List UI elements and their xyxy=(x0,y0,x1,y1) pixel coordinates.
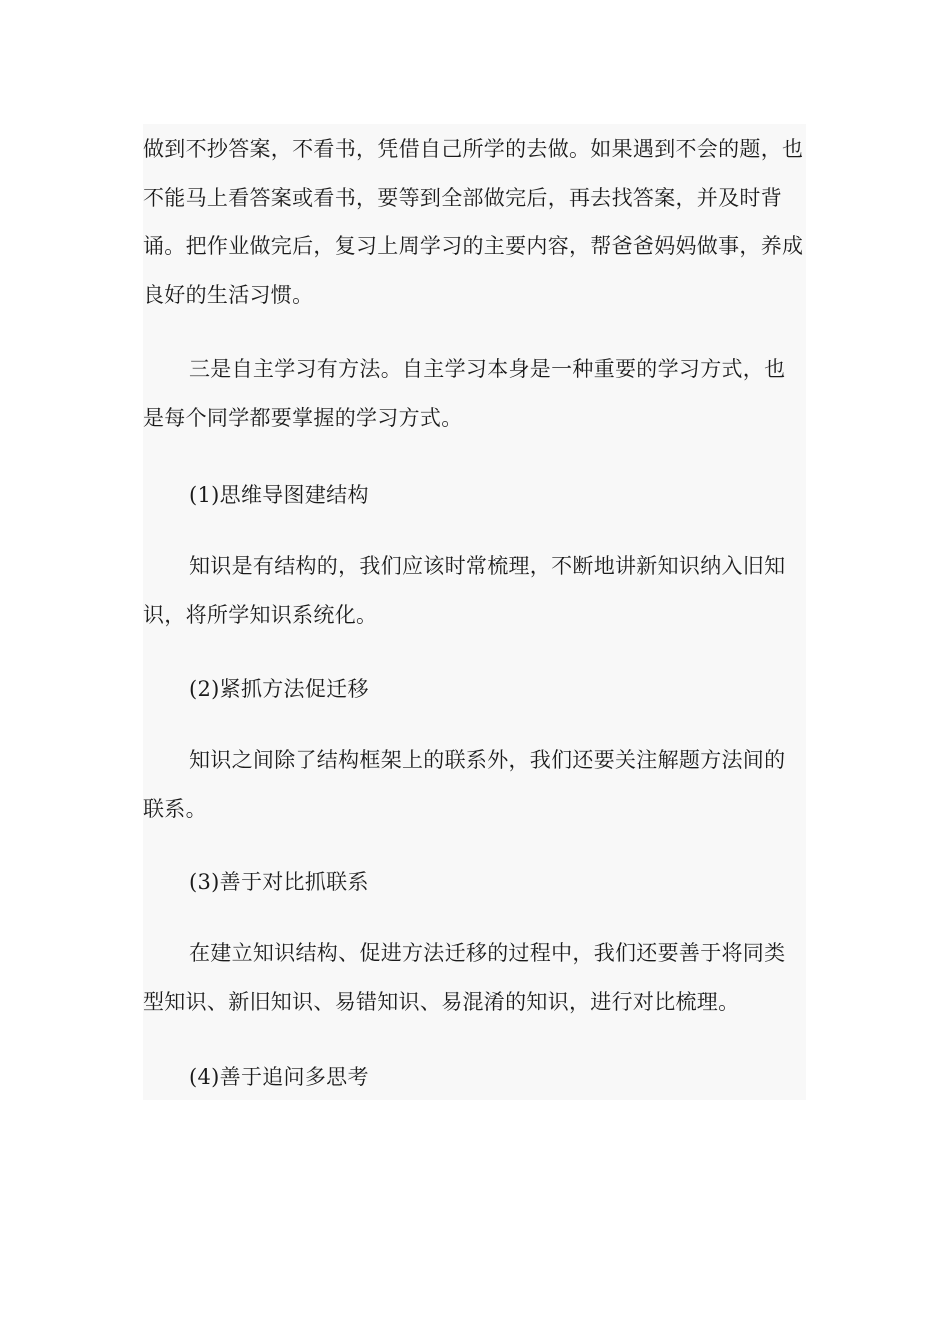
paragraph-homework-habits: 做到不抄答案，不看书，凭借自己所学的去做。如果遇到不会的题，也不能马上看答案或看书，要等到全部做完后，再去找答案，并及时背诵。把作业做完后，复习上周学习的主要内容，帮爸爸妈妈做事，养成良好的生活习惯。 xyxy=(143,137,804,307)
paragraph-knowledge-structure: 知识是有结构的，我们应该时常梳理，不断地讲新知识纳入旧知识，将所学知识系统化。 xyxy=(143,554,786,627)
section-heading-mind-map: (1)思维导图建结构 xyxy=(189,483,369,507)
section-heading-comparison: (3)善于对比抓联系 xyxy=(189,870,369,894)
section-heading-method-transfer: (2)紧抓方法促迁移 xyxy=(189,677,369,701)
section-heading-questioning: (4)善于追问多思考 xyxy=(189,1065,369,1089)
paragraph-method-connections: 知识之间除了结构框架上的联系外，我们还要关注解题方法间的联系。 xyxy=(143,748,786,821)
paragraph-comparison-review: 在建立知识结构、促进方法迁移的过程中，我们还要善于将同类型知识、新旧知识、易错知识、易混淆的知识，进行对比梳理。 xyxy=(143,941,786,1014)
paragraph-self-study-method: 三是自主学习有方法。自主学习本身是一种重要的学习方式，也是每个同学都要掌握的学习方式。 xyxy=(143,357,786,430)
document-page xyxy=(143,124,806,1100)
